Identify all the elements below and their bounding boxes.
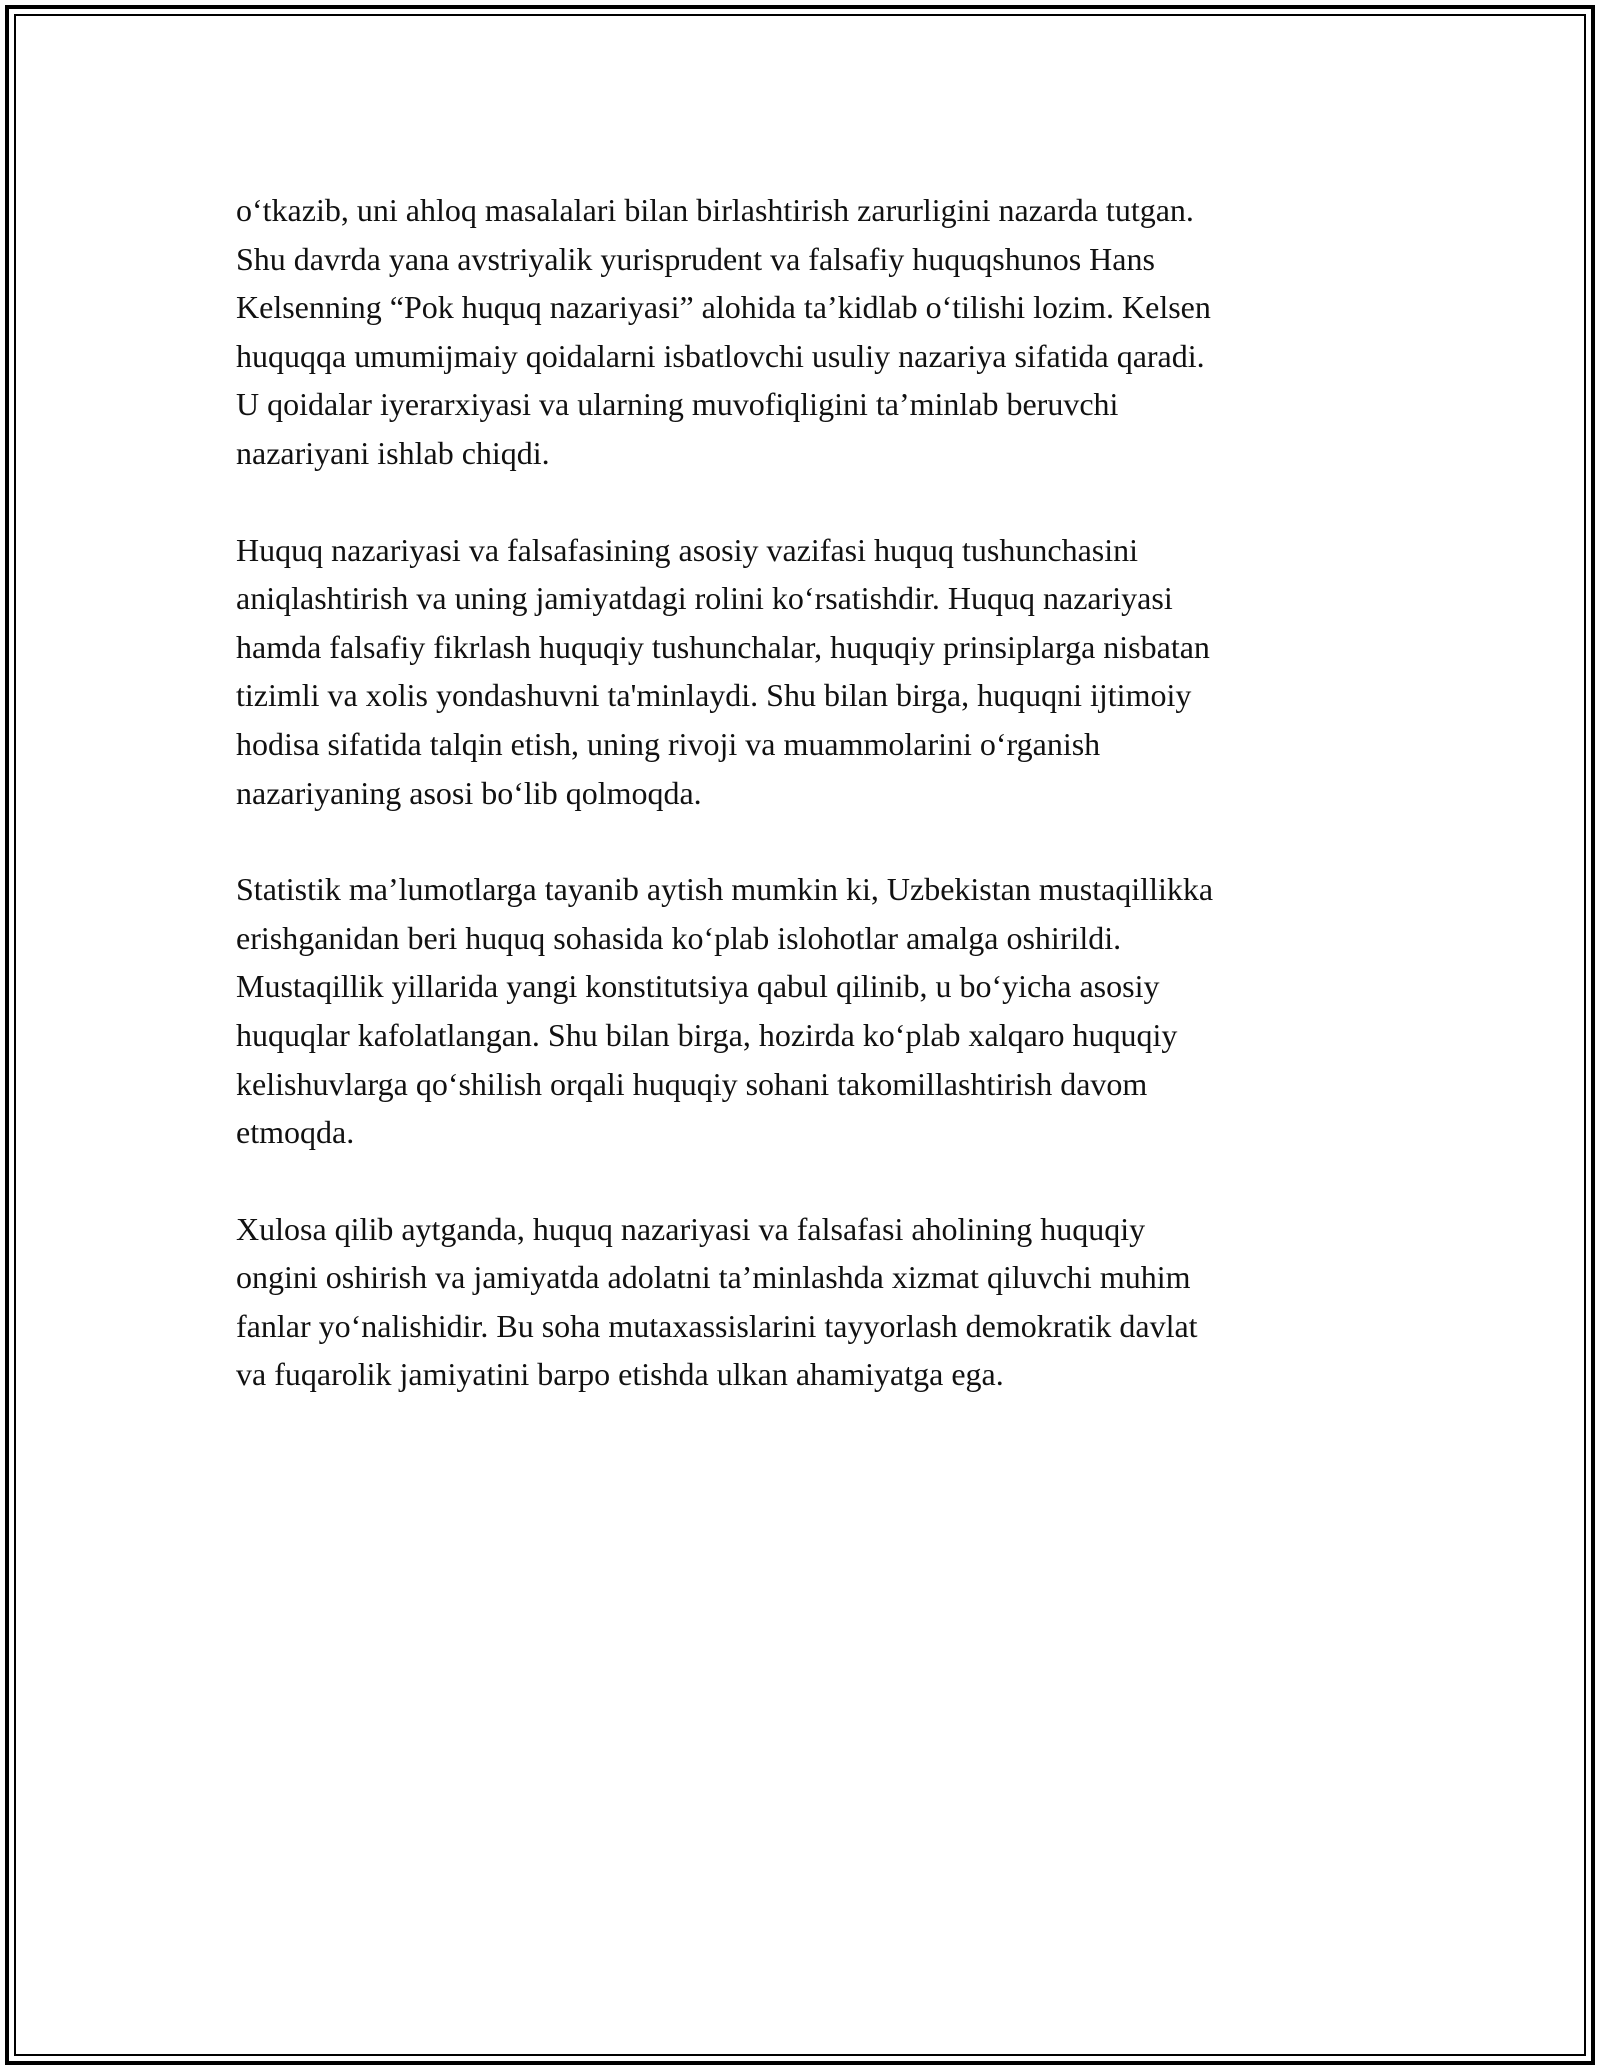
paragraph-1: o‘tkazib, uni ahloq masalalari bilan birlashtirish zarurligini nazarda tutgan. Shu davrda yana avstriyalik yurisprudent va falsafiy huquqshunos Hans Kelsenning “Pok huquq nazariyasi” alohida ta’kidlab o‘tilishi lozim. Kelsen huquqqa umumijmaiy qoidalarni isbatlovchi usuliy nazariya sifatida qaradi. U qoidalar iyerarxiyasi va ularning muvofiqligini ta’minlab beruvchi nazariyani ishlab chiqdi.	[236, 192, 1211, 471]
paragraph-2: Huquq nazariyasi va falsafasining asosiy vazifasi huquq tushunchasini aniqlashtirish va uning jamiyatdagi rolini ko‘rsatishdir. Huquq nazariyasi hamda falsafiy fikrlash huquqiy tushunchalar, huquqiy prinsiplarga nisbatan tizimli va xolis yondashuvni ta'minlaydi. Shu bilan birga, huquqni ijtimoiy hodisa sifatida talqin etish, uning rivoji va muammolarini o‘rganish nazariyaning asosi bo‘lib qolmoqda.	[236, 531, 1210, 811]
document-body	[236, 186, 1366, 1447]
paragraph-4: Xulosa qilib aytganda, huquq nazariyasi va falsafasi aholining huquqiy ongini oshirish va jamiyatda adolatni ta’minlashda xizmat qiluvchi muhim fanlar yo‘nalishidir. Bu soha mutaxassislarini tayyorlash demokratik davlat va fuqarolik jamiyatini barpo etishda ulkan ahamiyatga ega.	[236, 1210, 1198, 1393]
paragraph-3: Statistik ma’lumotlarga tayanib aytish mumkin ki, Uzbekistan mustaqillikka erishganidan beri huquq sohasida ko‘plab islohotlar amalga oshirildi. Mustaqillik yillarida yangi konstitutsiya qabul qilinib, u bo‘yicha asosiy huquqlar kafolatlangan. Shu bilan birga, hozirda ko‘plab xalqaro huquqiy kelishuvlarga qo‘shilish orqali huquqiy sohani takomillashtirish davom etmoqda.	[236, 871, 1214, 1151]
